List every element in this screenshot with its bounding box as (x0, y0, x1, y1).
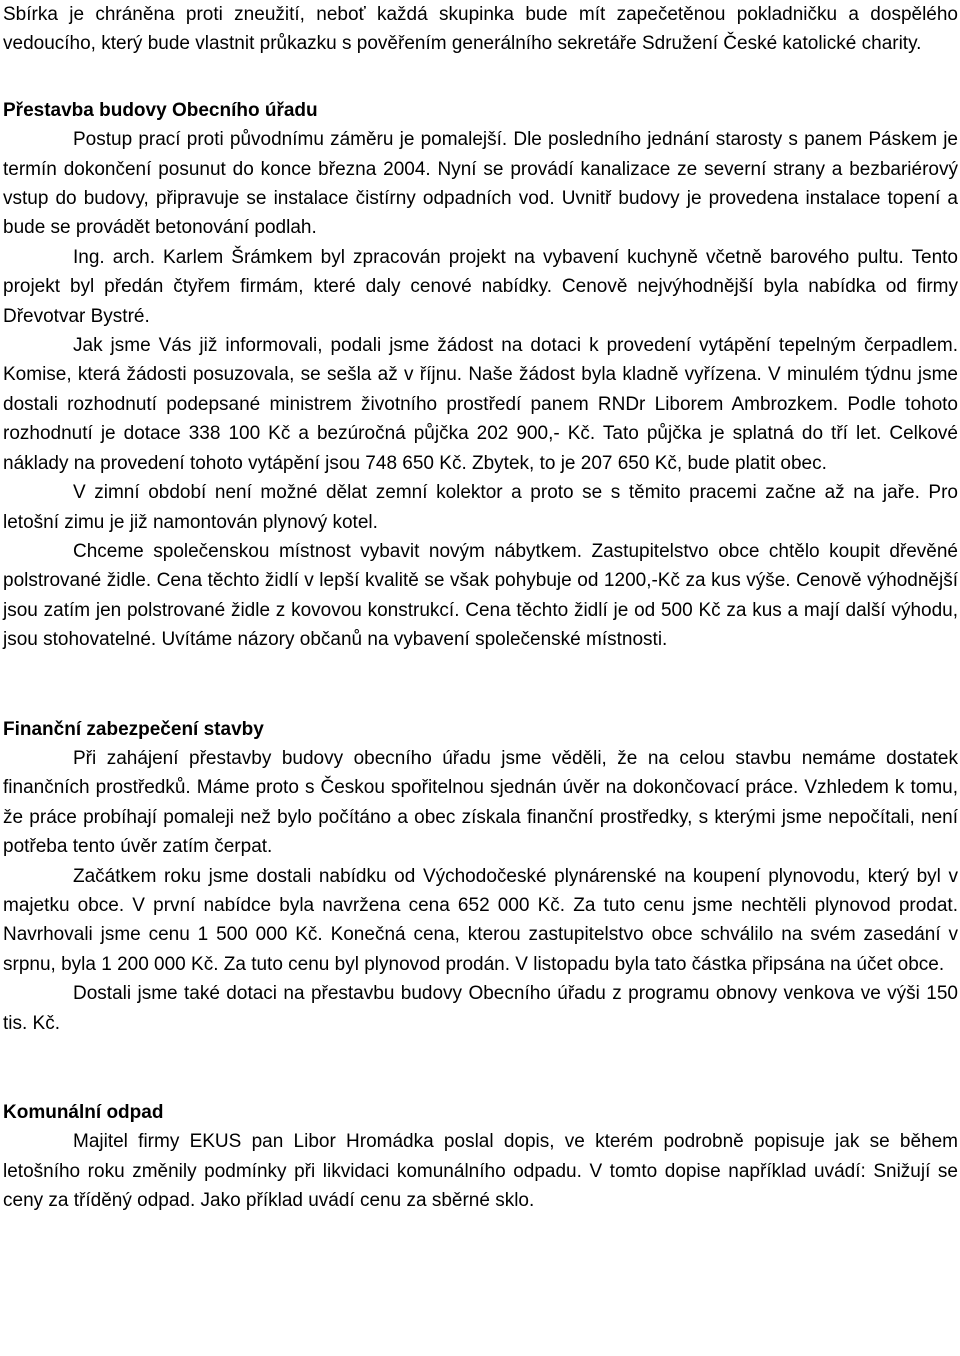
paragraph: Při zahájení přestavby budovy obecního úřadu jsme věděli, že na celou stavbu nemáme dostatek finančních prostředků. Máme proto s Českou spořitelnou sjednán úvěr na dokončovací práce. Vzhledem k tomu, že práce probíhají pomaleji než bylo počítáno a obec získala finanční prostředky, s kterými jsme nepočítali, není potřeba tento úvěr zatím čerpat. (3, 747, 958, 858)
paragraph: Postup prací proti původnímu záměru je pomalejší. Dle posledního jednání starosty s panem Páskem je termín dokončení posunut do konce března 2004. Nyní se provádí kanalizace ze severní strany a bezbariérový vstup do budovy, připravuje se instalace čistírny odpadních vod. Uvnitř budovy je provedena instalace topení a bude se provádět betonování podlah. (3, 129, 958, 239)
paragraph: Majitel firmy EKUS pan Libor Hromádka poslal dopis, ve kterém podrobně popisuje jak se během letošního roku změnily podmínky při likvidaci komunálního odpadu. V tomto dopise například uvádí: Snižují se ceny za tříděný odpad. Jako příklad uvádí cenu za sběrné sklo. (3, 1131, 958, 1212)
section-prestavba (3, 96, 958, 655)
paragraph: Začátkem roku jsme dostali nabídku od Východočeské plynárenské na koupení plynovodu, který byl v majetku obce. V první nabídce byla navržena cena 652 000 Kč. Za tuto cenu jsme nechtěli plynovod prodat. Navrhovali jsme cenu 1 500 000 Kč. Konečná cena, kterou zastupitelstvo obce schválilo na svém zasedání v srpnu, byla 1 200 000 Kč. Za tuto cenu byl plynovod prodán. V listopadu byla tato částka připsána na účet obce. (3, 865, 958, 975)
paragraph: Jak jsme Vás již informovali, podali jsme žádost na dotaci k provedení vytápění tepelným čerpadlem. Komise, která žádosti posuzovala, se sešla až v říjnu. Naše žádost byla kladně vyřízena. V minulém týdnu jsme dostali rozhodnutí podepsané ministrem životního prostředí panem RNDr Liborem Ambrozkem. Podle tohoto rozhodnutí je dotace 338 100 Kč a bezúročná půjčka 202 900,- Kč. Tato půjčka je splatná do tří let. Celkové náklady na provedení tohoto vytápění jsou 748 650 Kč. Zbytek, to je 207 650 Kč, bude platit obec. (3, 335, 958, 474)
spacer (3, 1038, 958, 1098)
spacer (3, 59, 958, 96)
section-heading: Finanční zabezpečení stavby (3, 718, 264, 740)
paragraph: Chceme společenskou místnost vybavit novým nábytkem. Zastupitelstvo obce chtělo koupit dřevěné polstrované židle. Cena těchto židlí v lepší kvalitě se však pohybuje od 1200,-Kč za kus výše. Cenově výhodnější jsou zatím jen polstrované židle z kovovou konstrukcí. Cena těchto židlí je od 500 Kč za kus a mají další výhodu, jsou stohovatelné. Uvítáme názory občanů na vybavení společenské místnosti. (3, 540, 958, 651)
section-heading: Přestavba budovy Obecního úřadu (3, 99, 318, 121)
paragraph: V zimní období není možné dělat zemní kolektor a proto se s těmito pracemi začne až na jaře. Pro letošní zimu je již namontován plynový kotel. (3, 482, 958, 533)
section-financni (3, 715, 958, 1038)
spacer (3, 655, 958, 715)
paragraph: Ing. arch. Karlem Šrámkem byl zpracován projekt na vybavení kuchyně včetně barového pultu. Tento projekt byl předán čtyřem firmám, které daly cenové nabídky. Cenově nejvýhodnější byla nabídka od firmy Dřevotvar Bystré. (3, 246, 958, 327)
paragraph: Dostali jsme také dotaci na přestavbu budovy Obecního úřadu z programu obnovy venkova ve výši 150 tis. Kč. (3, 983, 958, 1034)
intro-paragraph: Sbírka je chráněna proti zneužití, neboť každá skupinka bude mít zapečetěnou pokladničku a dospělého vedoucího, který bude vlastnit průkazku s pověřením generálního sekretáře Sdružení České katolické charity. (3, 4, 958, 55)
section-komunalni-odpad (3, 1098, 958, 1216)
section-heading: Komunální odpad (3, 1102, 164, 1123)
